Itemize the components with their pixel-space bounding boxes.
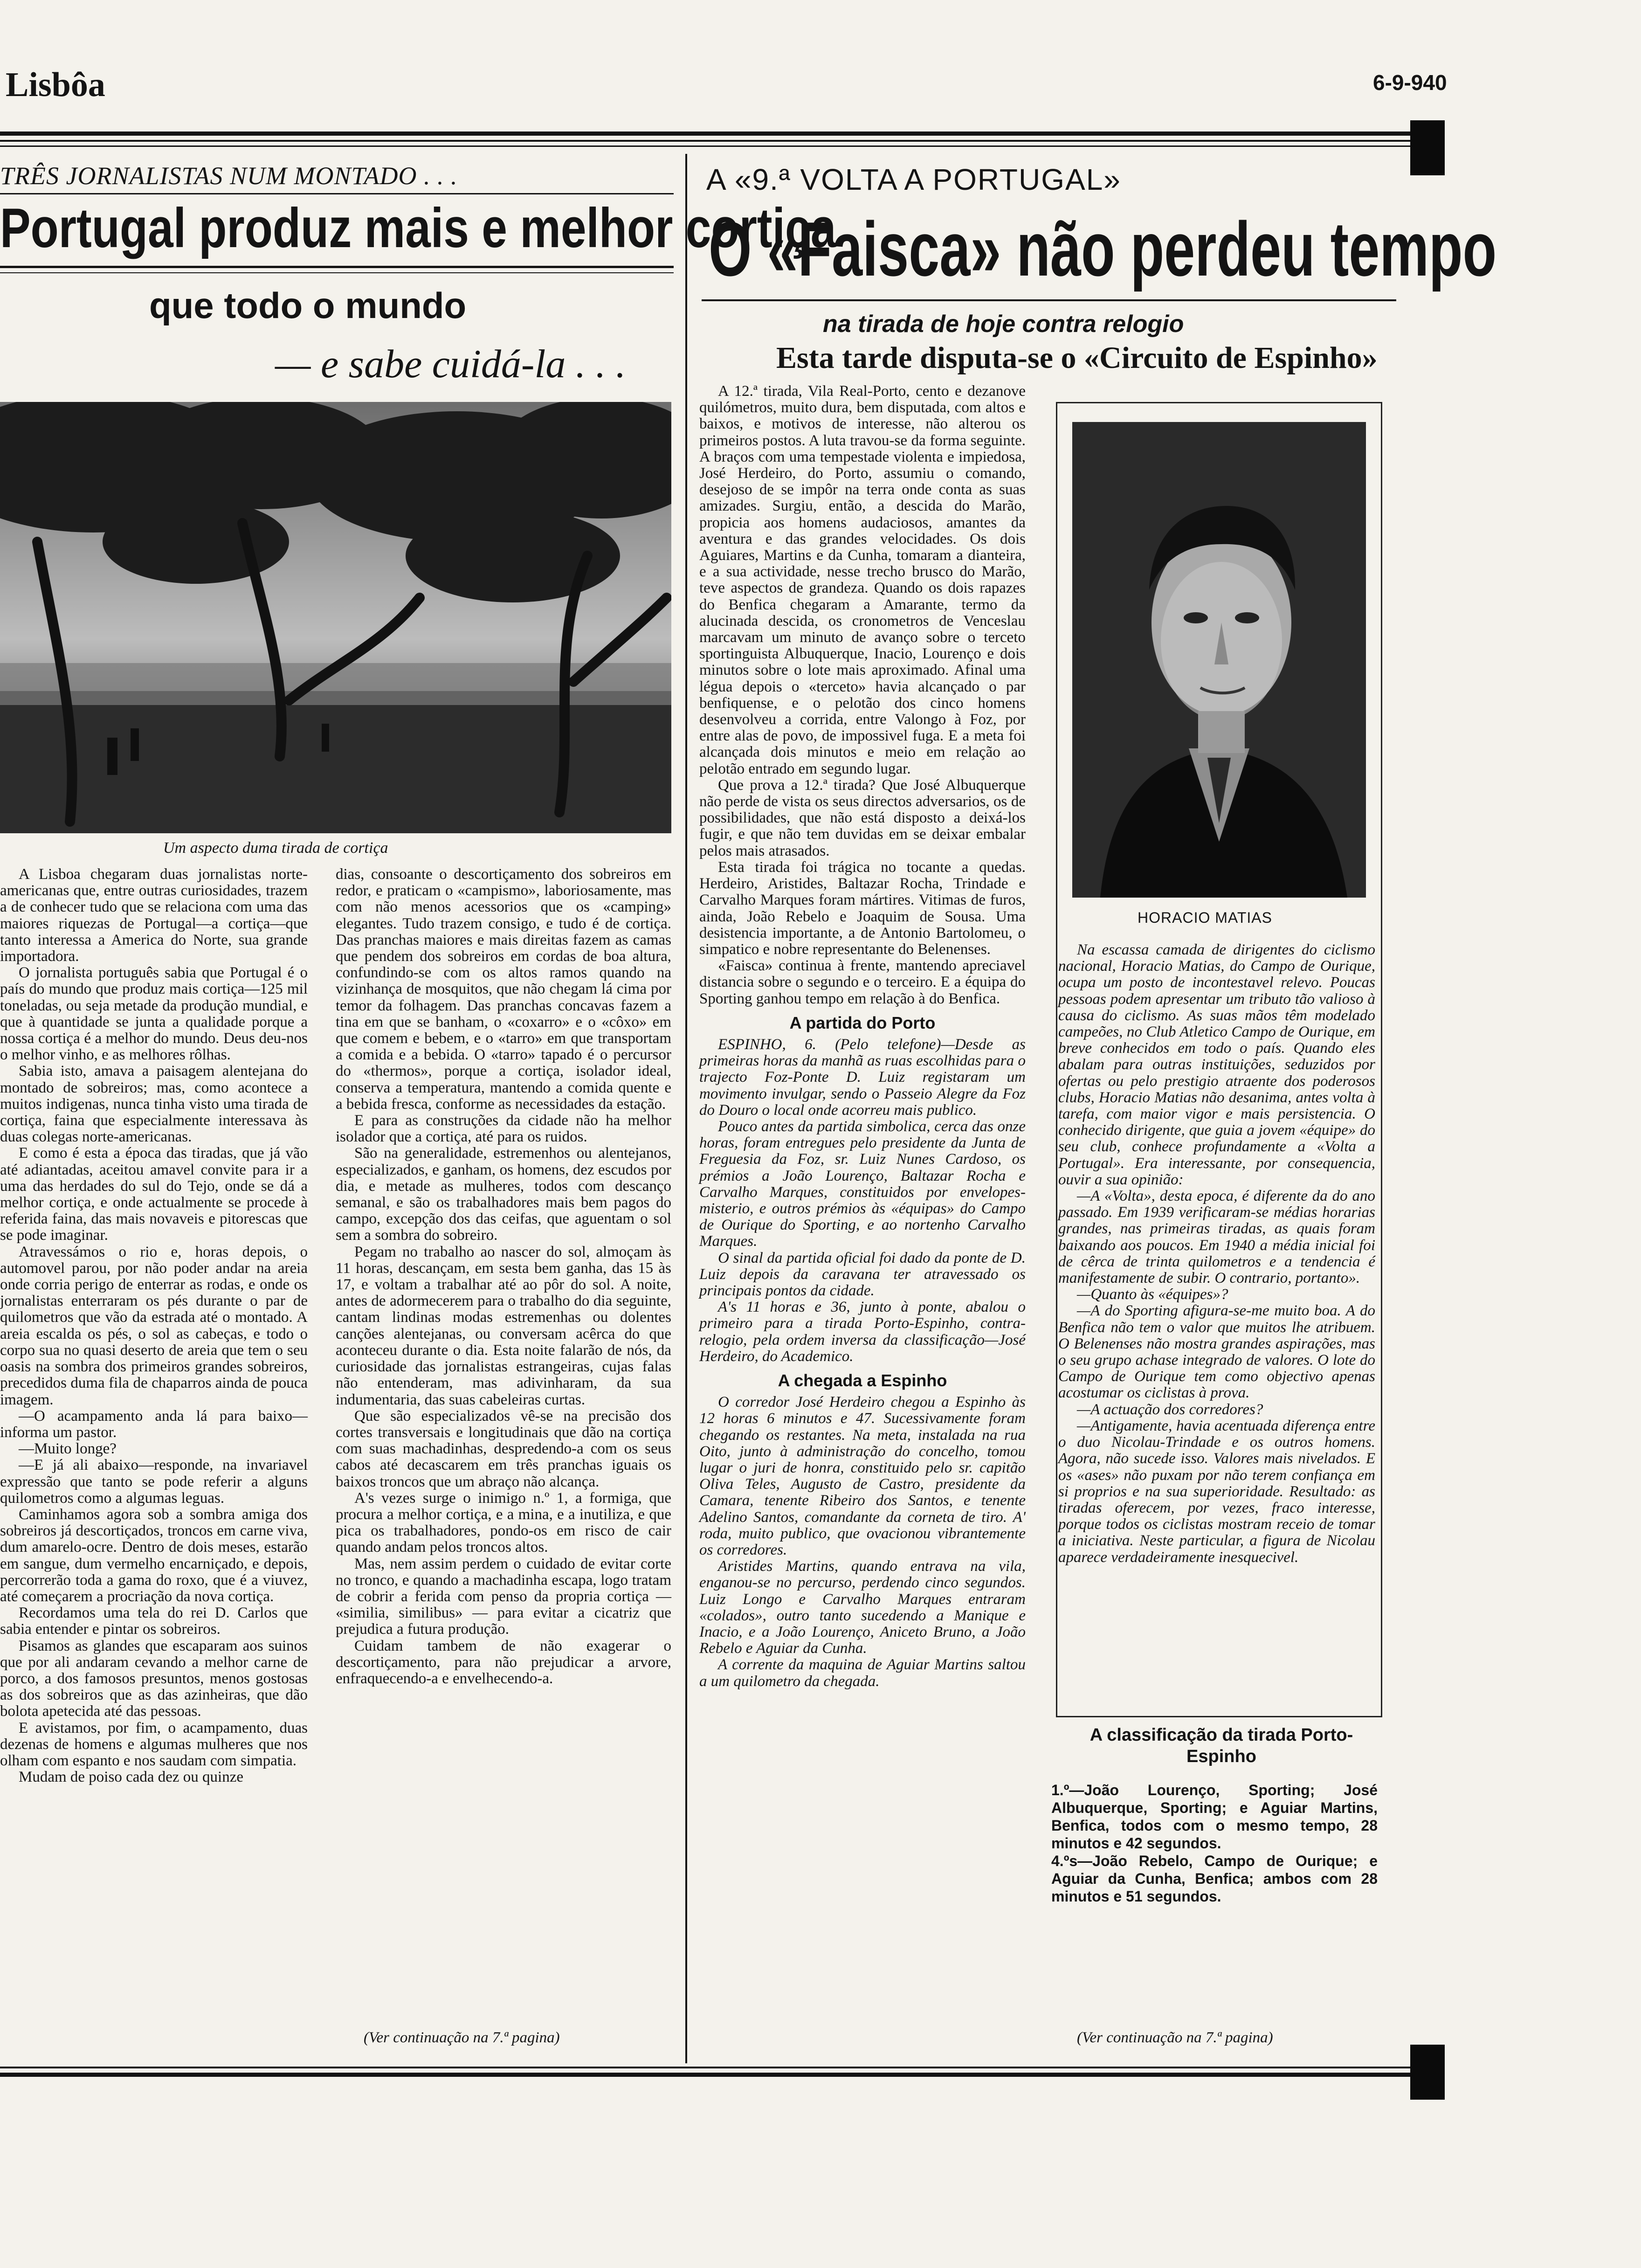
classification-entry: 1.º—João Lourenço, Sporting; José Albuquerque, Sporting; e Aguiar Martins, Benfica, todos com o mesmo tempo, 28 minutos e 42 segundos. bbox=[1051, 1782, 1378, 1852]
paragraph: E avistamos, por fim, o acampamento, duas dezenas de homens e algumas mulheres que nos olham com espanto e nos saudam com simpatia. bbox=[0, 1719, 308, 1769]
paragraph: O corredor José Herdeiro chegou a Espinho às 12 horas 6 minutos e 47. Sucessivamente foram chegando os restantes. Na meta, instalada na rua Oito, junto à administração do concelho, tomou lugar o juri de honra, constituido pelo sr. capitão Oliva Teles, Augusto de Castro, presidente da Camara, tenente Ribeiro dos Santos, e tenente Adelino Santos, comandante da corneta de tiro. A' roda, muito publico, que ovacionou vibrantemente os corredores. bbox=[699, 1394, 1026, 1559]
paragraph: —Quanto às «équipes»? bbox=[1077, 1286, 1228, 1303]
right-kicker: A «9.ª VOLTA A PORTUGAL» bbox=[706, 163, 1121, 196]
bottom-rule-1 bbox=[0, 2067, 1410, 2068]
paragraph: Pouco antes da partida simbolica, cerca das onze horas, foram entregues pelo presidente da Junta de Freguesia da Foz, sr. Luiz Nunes Cardoso, os prémios a João Lourenço, Baltazar Rocha e Carvalho Marques, constituidos por envelopes-misterio, e outros prémios às «équipas» do Campo de Ourique do Sporting, e ao nortenho Carvalho Marques. bbox=[699, 1118, 1026, 1250]
paragraph: «Faisca» continua à frente, mantendo apreciavel distancia sobre o segundo e o terceiro. E a équipa do Sporting ganhou tempo em relação à do Benfica. bbox=[699, 957, 1026, 1007]
right-column-1 bbox=[699, 383, 1026, 1690]
portrait-photo bbox=[1072, 422, 1366, 898]
paragraph: —O acampamento anda lá para baixo—informa um pastor. bbox=[0, 1407, 308, 1441]
paragraph: Mas, nem assim perdem o cuidado de evitar corte no tronco, e quando a machadinha escapa, logo tratam de cobrir a ferida com penso da propria cortiça — «similia, similibus» — para evitar a cicatriz que prejudica a futura produção. bbox=[336, 1555, 671, 1638]
portrait-box-bottom bbox=[1056, 1716, 1382, 1717]
issue-date: 6-9-940 bbox=[1373, 70, 1447, 95]
right-subhead-2: Esta tarde disputa-se o «Circuito de Espinho» bbox=[776, 341, 1378, 375]
paragraph: Mudam de poiso cada dez ou quinze bbox=[19, 1769, 244, 1786]
paragraph: Esta tirada foi trágica no tocante a quedas. Herdeiro, Aristides, Baltazar Rocha, Trindade e Carvalho Marques foram mártires. Vitimas de furos, ainda, João Rebelo e Joaquim de Sousa. Uma desistencia importante, a de Antonio Bartolomeu, o simpatico e nobre representante do Belenenses. bbox=[699, 858, 1026, 958]
photo-caption: Um aspecto duma tirada de cortiça bbox=[163, 839, 388, 857]
top-rule-3 bbox=[0, 145, 1410, 147]
classification-title: A classificação da tirada Porto-Espinho bbox=[1089, 1725, 1353, 1766]
paragraph: —Muito longe? bbox=[19, 1440, 117, 1458]
paragraph: Que prova a 12.ª tirada? Que José Albuquerque não perde de vista os seus directos adversarios, os de possibilidades, que não está disposto a deixá-los fugir, e que não tem duvidas em se deixar embalar pelos mais atrasados. bbox=[699, 776, 1026, 859]
paragraph: Atravessámos o rio e, horas depois, o automovel parou, por não poder andar na areia onde corria perigo de enterrar as rodas, e onde os jornalistas enterraram os pés durante o par de quilometros que vão da estrada até o montado. A areia escalda os pés, o sol as cabeças, e todo o corpo sua no quasi deserto de areia que tem o seu oasis na sombra dos primeiros grandes sobreiros, precedidos duma fila de chaparros ainda de pouca imagem. bbox=[0, 1243, 308, 1408]
right-headline: O «Faisca» não perdeu tempo bbox=[709, 206, 1497, 292]
left-headline-rule-1 bbox=[0, 266, 674, 268]
paragraph: A 12.ª tirada, Vila Real-Porto, cento e dezanove quilómetros, muito dura, bem disputada, com altos e baixos, e motivos de interesse, não alterou os primeiros postos. A luta travou-se da forma seguinte. A braços com uma tempestade violenta e impiedosa, José Herdeiro, do Porto, assumiu o comando, desejoso de se impôr na terra onde conta as suas amizades. Surgiu, então, a descida do Marão, propicia aos homens audaciosos, amantes da aventura e das grandes velocidades. Os dois Aguiares, Martins e da Cunha, tomaram a dianteira, e a sua actividade, nesse trecho brusco do Marão, teve aspectos de grandeza. Quando os dois rapazes do Benfica chegaram a Amarante, termo da alucinada descida, os cronometros de Venceslau marcavam um minuto de avanço sobre o terceto sportinguista Albuquerque, Inacio, Lourenço e dois minutos sobre o lote mais aproximado. Afinal uma légua depois o «terceto» havia alcançado o par benfiquense, e o pelotão dos cinco homens desenvolveu a corrida, entre Valongo à Foz, por entre alas de povo, de impossivel fuga. E a meta foi alcançada dois minutos e meio em relação ao pelotão entrado em segundo lugar. bbox=[699, 383, 1026, 777]
left-headline: Portugal produz mais e melhor cortiça bbox=[0, 197, 836, 259]
paragraph: dias, consoante o descortiçamento dos sobreiros em redor, e praticam o «campismo», laboriosamente, mas com não menos acessorios que os «camping» elegantes. Tudo trazem consigo, e tudo é de cortiça. Das pranchas maiores e mais direitas fazem as camas que pendem dos sobreiros em cordas de boa altura, confundindo-se com os altos ramos quando na vizinhança de mosquitos, que não chegam lá cima por temor da folhagem. Das pranchas concavas fazem a tina em que se banham, o «coxarro» e o «côxo» em que comem e bebem, e o «tarro» em que transportam a comida e a bebida. O «tarro» tapado é o percursor do «thermos», porque a cortiça, isolador ideal, conserva a temperatura, mantendo a comida quente e a bebida fresca, conforme as necessidades da estação. bbox=[336, 866, 671, 1113]
top-rule-2 bbox=[0, 140, 1410, 142]
paragraph: Sabia isto, amava a paisagem alentejana do montado de sobreiros; mas, como acontece a muitos indigenas, nunca tinha visto uma tirada de cortiça, faina que especialmente interessava às duas colegas norte-americanas. bbox=[0, 1063, 308, 1146]
paragraph: Na escassa camada de dirigentes do ciclismo nacional, Horacio Matias, do Campo de Ourique, ocupa um posto de incontestavel relevo. Poucas pessoas podem apresentar um tributo tão valioso à causa do ciclismo. As suas mãos têm modelado campeões, no Club Atletico Campo de Ourique, em breve conhecidos em todo o país. Quando eles abalam para outras instituições, seduzidos por ofertas ou pelo prestigio atraente dos poderosos clubs, Horacio Matias não desanima, antes volta à tarefa, com maior vigor e mais persistencia. O conhecido dirigente, que guia a jovem «équipe» do seu club, conhece profundamente a «Volta a Portugal». Era interessante, por consequencia, ouvir a sua opinião: bbox=[1058, 941, 1375, 1188]
left-column-1 bbox=[0, 866, 308, 1785]
left-kicker: TRÊS JORNALISTAS NUM MONTADO . . . bbox=[0, 162, 458, 190]
left-headline-rule-2 bbox=[0, 272, 674, 273]
paragraph: Cuidam tambem de não exagerar o descortiçamento, para não prejudicar a arvore, enfraquecendo-a e envelhecendo-a. bbox=[336, 1637, 671, 1687]
edge-marker-top bbox=[1410, 120, 1445, 175]
left-kicker-underline bbox=[0, 193, 674, 194]
edge-marker-bottom bbox=[1410, 2045, 1445, 2100]
right-continuation-note: (Ver continuação na 7.ª pagina) bbox=[1077, 2029, 1273, 2046]
paragraph: Pisamos as glandes que escaparam aos suinos que por ali andaram cevando a melhor carne de porco, a dos famosos presuntos, menos gostosas as dos sobreiros que as das azinheiras, que dão bolota apetecida até das pessoas. bbox=[0, 1637, 308, 1720]
paragraph: O sinal da partida oficial foi dado da ponte de D. Luiz depois da caravana ter atravessado os principais pontos da cidade. bbox=[699, 1249, 1026, 1299]
paragraph: E como é esta a época das tiradas, que já vão até adiantadas, aceitou amavel convite para ir a uma das herdades do sul do Tejo, onde se dá a melhor cortiça, e onde actualmente se procede à referida faina, das mais novaveis e pitorescas que se pode imaginar. bbox=[0, 1145, 308, 1244]
right-subhead: na tirada de hoje contra relogio bbox=[823, 311, 1184, 338]
portrait-box-left bbox=[1056, 402, 1057, 1717]
right-column-2 bbox=[1058, 942, 1375, 1566]
paragraph: —Antigamente, havia acentuada diferença entre o duo Nicolau-Trindade e os outros homens. Agora, não sucede isso. Valores mais nivelados. E os «ases» não puxam por não terem confiança em si proprios e na sua superioridade. Resultado: as tiradas oferecem, por vezes, fraco interesse, porque todos os ciclistas mostram receio de tomar a iniciativa. Neste particular, a figura de Nicolau aparece verdadeiramente inesquecivel. bbox=[1058, 1417, 1375, 1566]
left-subhead-2: — e sabe cuidá-la . . . bbox=[275, 341, 626, 386]
paragraph: —A actuação dos corredores? bbox=[1077, 1401, 1263, 1418]
paragraph: Recordamos uma tela do rei D. Carlos que sabia entender e pintar os sobreiros. bbox=[0, 1604, 308, 1638]
section-title: Lisbôa bbox=[6, 66, 105, 104]
paragraph: E para as construções da cidade não ha melhor isolador que a cortiça, até para os ruidos. bbox=[336, 1112, 671, 1146]
paragraph: —E já ali abaixo—responde, na invariavel expressão que tanto se pode referir a alguns quilometros como a algumas leguas. bbox=[0, 1457, 308, 1507]
paragraph: Caminhamos agora sob a sombra amiga dos sobreiros já descortiçados, troncos em carne viva, dum amarelo-ocre. Dentro de dois meses, estarão em sangue, dum vermelho encarniçado, e depois, percorrerão toda a gama do roxo, que é a viuvez, até começarem a procriação da nova cortiça. bbox=[0, 1506, 308, 1605]
classification-entry: 4.ºs—João Rebelo, Campo de Ourique; e Aguiar da Cunha, Benfica; ambos com 28 minutos e 51 segundos. bbox=[1051, 1853, 1378, 1905]
paragraph: Aristides Martins, quando entrava na vila, enganou-se no percurso, perdendo cinco segundos. Luiz Longo e Carvalho Marques entraram «colados», outro tanto sucedendo a Manique e Inacio, e a João Lourenço, Aniceto Bruno, a João Rebelo e Aguiar da Cunha. bbox=[699, 1558, 1026, 1657]
paragraph: ESPINHO, 6. (Pelo telefone)—Desde as primeiras horas da manhã as ruas escolhidas para o trajecto Foz-Ponte D. Luiz registaram um movimento invulgar, sendo o Passeio Alegre da Foz do Douro o local onde acorreu mais publico. bbox=[699, 1036, 1026, 1119]
paragraph: —A «Volta», desta epoca, é diferente da do ano passado. Em 1939 verificaram-se médias horarias grandes, nas primeiras tiradas, as quais foram baixando aos poucos. Em 1940 a média inicial foi de cêrca de trinta quilometros e a tendencia é manifestamente de subir. O contrario, portanto». bbox=[1058, 1188, 1375, 1287]
top-rule-1 bbox=[0, 131, 1410, 136]
paragraph: A's vezes surge o inimigo n.º 1, a formiga, que procura a melhor cortiça, e a mina, e a inutiliza, e que pica os trabalhadores, pondo-os em risco de cair quando andam pelos troncos altos. bbox=[336, 1489, 671, 1556]
paragraph: São na generalidade, estremenhos ou alentejanos, especializados, e ganham, os homens, dez escudos por dia, e metade as mulheres, todos com descanço semanal, e são os trabalhadores mais bem pagos do campo, excepção dos das ceifas, que aguentam o sol sem a sombra do sobreiro. bbox=[336, 1145, 671, 1244]
paragraph: A Lisboa chegaram duas jornalistas norte-americanas que, entre outras curiosidades, trazem a de conhecer tudo que se relaciona com uma das maiores riquezas de Portugal—a cortiça—que tanto interessa a America do Norte, sua grande importadora. bbox=[0, 866, 308, 965]
paragraph: Pegam no trabalho ao nascer do sol, almoçam às 11 horas, descançam, em sesta bem ganha, das 15 às 17, e voltam a trabalhar até ao pôr do sol. A noite, antes de adormecerem para o trabalho do dia seguinte, cantam lindinas modas estremenhas ou dolentes canções alentejanas, ou conversam acêrca do que aconteceu durante o dia. Esta noite falarão de nós, da curiosidade das jornalistas estrangeiras, cujas falas não entenderam, mas adivinharam, da sua indumentaria, das suas cabeleiras curtas. bbox=[336, 1243, 671, 1408]
left-column-2 bbox=[336, 866, 671, 1687]
section-heading-partida: A partida do Porto bbox=[789, 1013, 936, 1032]
portrait-box-top bbox=[1056, 402, 1382, 403]
paragraph: O jornalista português sabia que Portugal é o país do mundo que produz mais cortiça—125 mil toneladas, ou seja metade da produção mundial, e que à quantidade se junta a qualidade porque a nossa cortiça é a melhor do mundo. Deus deu-nos o melhor vinho, e as melhores rôlhas. bbox=[0, 964, 308, 1064]
bottom-rule-2 bbox=[0, 2073, 1410, 2077]
paragraph: A corrente da maquina de Aguiar Martins saltou a um quilometro da chegada. bbox=[699, 1656, 1026, 1690]
left-subhead: que todo o mundo bbox=[149, 285, 467, 326]
paragraph: Que são especializados vê-se na precisão dos cortes transversais e longitudinais que dão na cortiça com suas machadinhas, despredendo-a com os seus cabos até decascarem em três pranchas iguais os baixos troncos que um abraço não alcança. bbox=[336, 1407, 671, 1490]
portrait-box-right bbox=[1381, 402, 1382, 1717]
paragraph: —A do Sporting afigura-se-me muito boa. A do Benfica não tem o valor que muitos lhe atribuem. O Belenenses não mostra grandes aspirações, mas o seu grupo achase integrado de valores. O lote do Campo de Ourique tem como objectivo apenas acostumar os ciclistas à prova. bbox=[1058, 1302, 1375, 1402]
right-headline-rule bbox=[702, 299, 1396, 301]
left-continuation-note: (Ver continuação na 7.ª pagina) bbox=[364, 2029, 560, 2046]
classification-list bbox=[1051, 1781, 1378, 1905]
paragraph: A's 11 horas e 36, junto à ponte, abalou o primeiro para a tirada Porto-Espinho, contra-relogio, pela ordem inversa da classificação—José Herdeiro, do Academico. bbox=[699, 1299, 1026, 1365]
column-divider bbox=[685, 154, 687, 2063]
cork-harvest-photo bbox=[0, 402, 671, 833]
portrait-caption: HORACIO MATIAS bbox=[1138, 909, 1272, 926]
section-heading-chegada: A chegada a Espinho bbox=[778, 1370, 947, 1390]
